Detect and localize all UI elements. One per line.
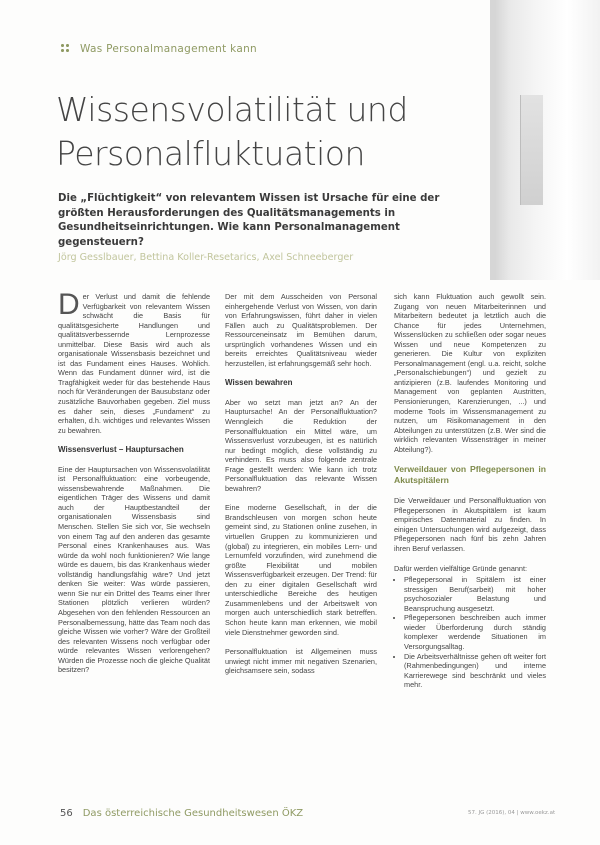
paragraph: Die Verweildauer und Personalfluktuation von Pflegepersonen in Akutspitälern ist kaum empirisches Datenmaterial zu finden. In einigen Untersuchungen wird aufgezeigt, dass Pflegepersonen nach fünf bis zehn Jahren ihren Beruf verlassen. [394, 496, 546, 554]
article-lead: Die „Flüchtigkeit“ von relevantem Wissen ist Ursache für eine der größten Herausforderungen des Qualitätsmanagements in Gesundheitseinrichtungen. Wie kann Personalmanagement gegensteuern? [58, 193, 440, 248]
photo-wall-edge [490, 0, 496, 280]
header-photo [490, 0, 600, 280]
paragraph: Personalfluktuation ist Allgemeinen muss unwiegt nicht immer mit negativen Szenarien, gleichsamsere sein, sodass [225, 647, 377, 676]
photo-door [520, 95, 543, 205]
list-item: • Die Arbeitsverhältnisse gehen oft weiter fort (Rahmenbedingungen) und interne Karrierewege sind beschränkt und vieles mehr. [404, 652, 546, 690]
grid-dots-icon [60, 43, 70, 53]
subheading: Wissen bewahren [225, 378, 293, 388]
paragraph: Eine moderne Gesellschaft, in der die Brandschleusen von morgen schon heute gemeint sind, zu Stationen online zusehen, in virtuellen Gruppen zu kommunizieren und (global) zu integrieren, ein mobiles Lern- und Lernumfeld vorzufinden, wird zunehmend die größte Flexibilität und mobilen Wissensverfügbarkeit erzeugen. Der Trend: für den zu einer digitalen Gesellschaft wird unterschiedliche Bereiche des heutigen Zusammenlebens und der Arbeitswelt von morgen auch unterschiedlich stark betreffen. Schon heute kann man erkennen, wie mobil viele Dienstnehmer geworden sind. [225, 503, 377, 637]
paragraph-text: er Verlust und damit die fehlende Verfügbarkeit von relevantem Wissen schwächt die Basis für qualitätsgesicherte Handlungen und qualitätsverbessernde Lernprozesse unmittelbar. Diese Basis wird auch als organisationale Wissensbasis bezeichnet und ist das Fundament eines Hauses. Wohlich. Wenn das Fundament dünner wird, ist die Tragfähigkeit weder für das bestehende Haus noch für Veränderungen der Bausubstanz oder zusätzliche Bauvorhaben gegeben. Ziel muss es daher sein, dieses „Fundament“ zu erhalten, d.h. wichtiges und relevantes Wissen zu bewahren. [58, 292, 210, 435]
article-authors: Jörg Gesslbauer, Bettina Koller-Resetarics, Axel Schneeberger [58, 252, 354, 263]
paragraph [58, 288, 210, 435]
footer-issue-info: 57. JG (2016), 04 | www.oekz.at [468, 810, 556, 816]
subheading: Wissensverlust – Hauptursachen [58, 445, 184, 455]
page-number: 56 [60, 808, 73, 819]
title-line-2: Personalfluktuation [56, 134, 365, 173]
paragraph: Aber wo setzt man jetzt an? An der Hauptursache! An der Personalfluktuation? Wenngleich die Reduktion der Personalfluktuation ein Mittel wäre, um Wissensverlust vorzubeugen, ist es natürlich nur bedingt möglich, diese vollständig zu verhindern. Es muss also folgende zentrale Frage gestellt werden: Wie kann ich trotz Personalfluktuation das relevante Wissen bewahren? [225, 397, 377, 493]
footer [60, 808, 303, 819]
paragraph: Eine der Hauptursachen von Wissensvolatilität ist Personalfluktuation: eine vorbeugende, wissensbewahrende Maßnahmen. Die eigentlichen Träger des Wissens und damit auch der Hauptbestandteil der organisationalen Wissensbasis sind Menschen. Stellen Sie sich vor, Sie wechseln von einem Tag auf den anderen das gesamte Personal eines Krankenhauses aus. Was würde da wohl noch funktionieren? Wie lange würde es dauern, bis das Krankenhaus wieder vollständig handlungsfähig wäre? Und jetzt denken Sie weiter: Was würde passieren, wenn Sie nur ein Drittel des Teams einer Ihrer Stationen plötzlich verlieren würden? Abgesehen von den fehlenden Ressourcen an Personalbemessung, hätte das Team noch das gleiche Wissen wie vorher? Wäre der Großteil des relevanten Wissens noch verfügbar oder würde relevantes Wissen verlorengehen? Würden die Prozesse noch die gleiche Qualität besitzen? [58, 464, 210, 675]
text-column-1 [58, 288, 210, 685]
title-line-1: Wissensvolatilität und [56, 90, 408, 129]
list-item: • Pflegepersonal in Spitälern ist einer stressigen Beruf(sarbeit) mit hoher psychosozialer Belastung und Beanspruchung ausgesetzt. [404, 575, 546, 613]
article-title [56, 88, 476, 176]
text-column-2 [225, 292, 377, 686]
paragraph: sich kann Fluktuation auch gewollt sein. Zugang von neuen Mitarbeiterinnen und Mitarbeitern bedeutet ja letztlich auch die Chance für jedes Unternehmen, Wissenslücken zu schließen oder sogar neues Wissen und neue Kompetenzen zu generieren. Die Kultur von expliziten Personalmanagement (engl. u.a. reicht, solche „Personalschiebungen“) und gezielt zu antizipieren (z.B. laufendes Monitoring und Management von geplanten Austritten, Pensionierungen, Karenzierungen, ...) und moderne Tools im Wissensmanagement zu nutzen, um Risikomanagement in den Abteilungen zu unterstützen (z.B. Wer sind die wirklich relevanten Wissensträger in meiner Abteilung?). [394, 292, 546, 454]
paragraph: Dafür werden vielfältige Gründe genannt: [394, 563, 528, 573]
paragraph: Der mit dem Ausscheiden von Personal einhergehende Verlust von Wissen, von darin von Erfahrungswissen, führt daher in vielen Fällen auch zu Qualitätsproblemen. Der Ressourceneinsatz im Bemühen darum, ursprünglich vorhandenes Wissen und ein bereits erreichtes Qualitätsniveau wieder herzustellen, ist erfahrungsgemäß sehr hoch. [225, 292, 377, 368]
reasons-list [394, 575, 546, 690]
section-label-text: Was Personalmanagement kann [80, 43, 258, 55]
list-item: • Pflegepersonen beschreiben auch immer wieder Überforderung durch ständig komplexer werdende Situationen im Versorgungsalltag. [404, 613, 546, 651]
section-label [60, 43, 257, 55]
journal-title: Das österreichische Gesundheitswesen ÖKZ [82, 808, 304, 819]
subheading: Verweildauer von Pflegepersonen in Akutspitälern [394, 464, 546, 486]
drop-cap: D [58, 288, 80, 321]
text-column-3 [394, 292, 546, 700]
